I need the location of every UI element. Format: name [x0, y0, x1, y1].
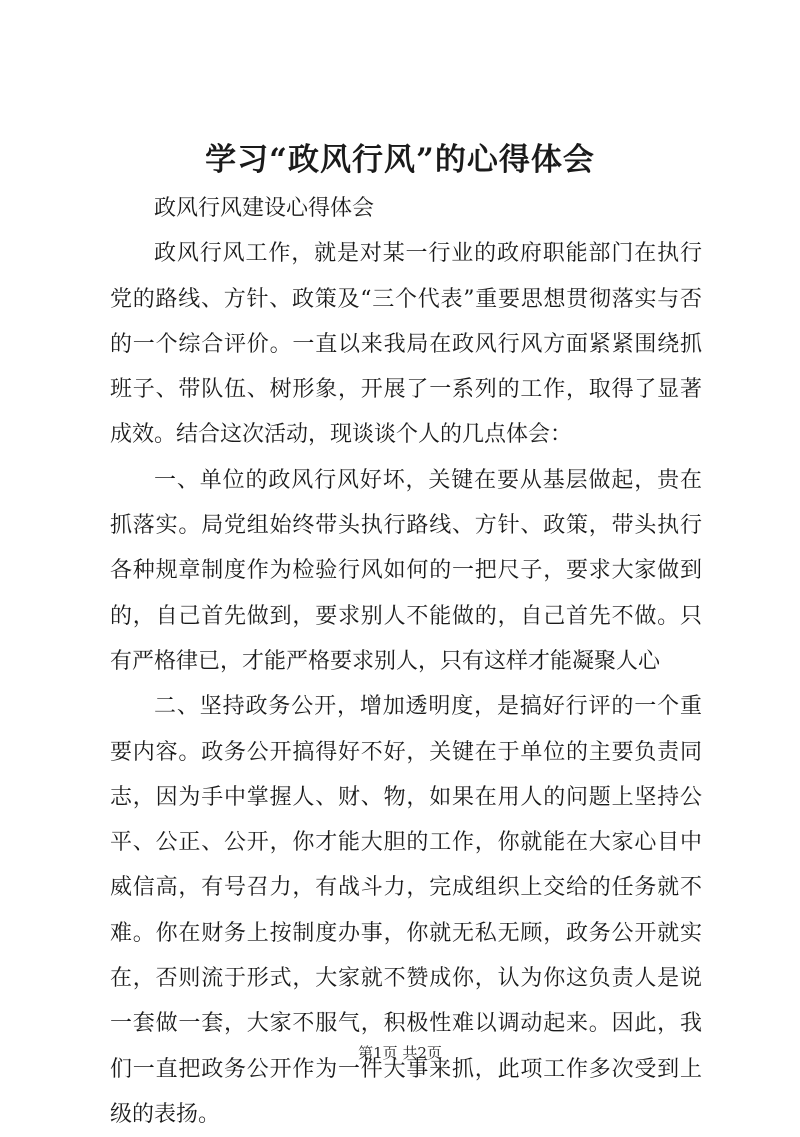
document-body — [110, 186, 702, 1137]
page-number-footer: 第1页 共2页 — [358, 1044, 442, 1062]
paragraph-point-two: 二、坚持政务公开，增加透明度，是搞好行评的一个重要内容。政务公开搞得好不好，关键在于单位的主要负责同志，因为手中掌握人、财、物，如果在用人的问题上坚持公平、公正、公开，你才能大胆的工作，你就能在大家心目中威信高，有号召力，有战斗力，完成组织上交给的任务就不难。你在财务上按制度办事，你就无私无顾，政务公开就实在，否则流于形式，大家就不赞成你，认为你这负责人是说一套做一套，大家不服气，积极性难以调动起来。因此，我们一直把政务公开作为一件大事来抓，此项工作多次受到上级的表扬。 — [110, 694, 702, 1127]
paragraph-subtitle: 政风行风建设心得体会 — [154, 196, 375, 221]
paragraph-point-one: 一、单位的政风行风好坏，关键在要从基层做起，贵在抓落实。局党组始终带头执行路线、方针、政策，带头执行各种规章制度作为检验行风如何的一把尺子，要求大家做到的，自己首先做到，要求别人不能做的，自己首先不做。只有严格律已，才能严格要求别人，只有这样才能凝聚人心 — [110, 467, 702, 674]
document-title: 学习“政风行风”的心得体会 — [205, 142, 595, 178]
paragraph-intro: 政风行风工作，就是对某一行业的政府职能部门在执行党的路线、方针、政策及“三个代表”重要思想贯彻落实与否的一个综合评价。一直以来我局在政风行风方面紧紧围绕抓班子、带队伍、树形象，开展了一系列的工作，取得了显著成效。结合这次活动，现谈谈个人的几点体会： — [110, 241, 702, 448]
